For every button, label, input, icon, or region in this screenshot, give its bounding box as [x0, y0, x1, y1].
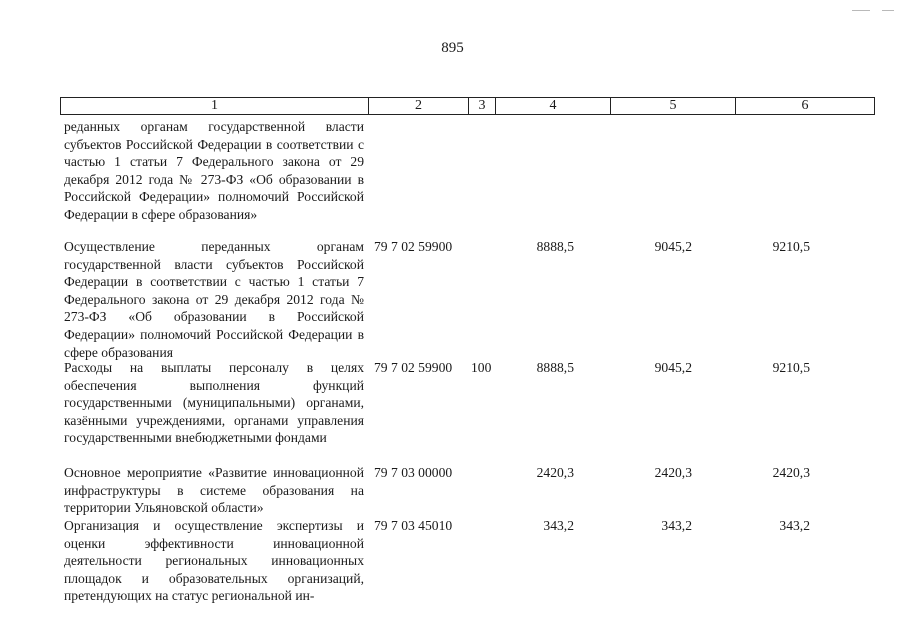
column-header-6: 6	[801, 98, 809, 113]
row-description: Основное мероприятие «Развитие инновационной инфраструктуры в системе образования на территории Ульяновской области»	[64, 465, 364, 516]
column-header-5: 5	[611, 98, 736, 114]
row-value-col4: 343,2	[543, 518, 574, 533]
row-value-col6: 343,2	[779, 518, 810, 533]
row-description: Расходы на выплаты персоналу в целях обеспечения выполнения функций государственными (муниципальными) органами, казёнными учреждениями, органами управления государственными внебюджетными фондами	[64, 360, 364, 446]
column-header-1: 1	[61, 98, 369, 114]
row-description: Организация и осуществление экспертизы и оценки эффективности инновационной деятельности региональных инновационных площадок и образовательных организаций, претендующих на статус региональной ин-	[64, 518, 364, 604]
row-code: 79 7 02 59900	[374, 239, 453, 254]
row-value-col4: 8888,5	[536, 239, 574, 254]
row-value-col6: 2420,3	[772, 465, 810, 480]
row-expense-type: 100	[471, 360, 492, 375]
row-value-col6: 9210,5	[772, 360, 810, 375]
column-header-4: 4	[496, 98, 611, 114]
row-value-col4: 2420,3	[536, 465, 574, 480]
row-value-col5: 343,2	[661, 518, 692, 533]
row-value-col4: 8888,5	[536, 360, 574, 375]
row-code: 79 7 03 45010	[374, 518, 453, 533]
column-header-2: 2	[369, 98, 469, 114]
table-header	[60, 97, 875, 115]
row-description: Осуществление переданных органам государственной власти субъектов Российской Федерации в соответствии с частью 1 статьи 7 Федерального закона от 29 декабря 2012 года № 273-ФЗ «Об образовании в Российской Федерации» полномочий Российской Федерации в сфере образования	[64, 239, 364, 360]
scan-mark-top-right-2	[882, 10, 894, 11]
row-value-col5: 2420,3	[654, 465, 692, 480]
row-value-col6: 9210,5	[772, 239, 810, 254]
scan-mark-top-right	[852, 10, 870, 11]
row-description: реданных органам государственной власти субъектов Российской Федерации в соответствии с частью 1 статьи 7 Федерального закона от 29 декабря 2012 года № 273-ФЗ «Об образовании в Российской Федерации» полномочий Российской Федерации в сфере образования»	[64, 119, 364, 222]
column-header-3: 3	[469, 98, 496, 114]
row-value-col5: 9045,2	[654, 239, 692, 254]
row-code: 79 7 03 00000	[374, 465, 453, 480]
row-code: 79 7 02 59900	[374, 360, 453, 375]
row-value-col5: 9045,2	[654, 360, 692, 375]
page-number: 895	[441, 40, 464, 56]
